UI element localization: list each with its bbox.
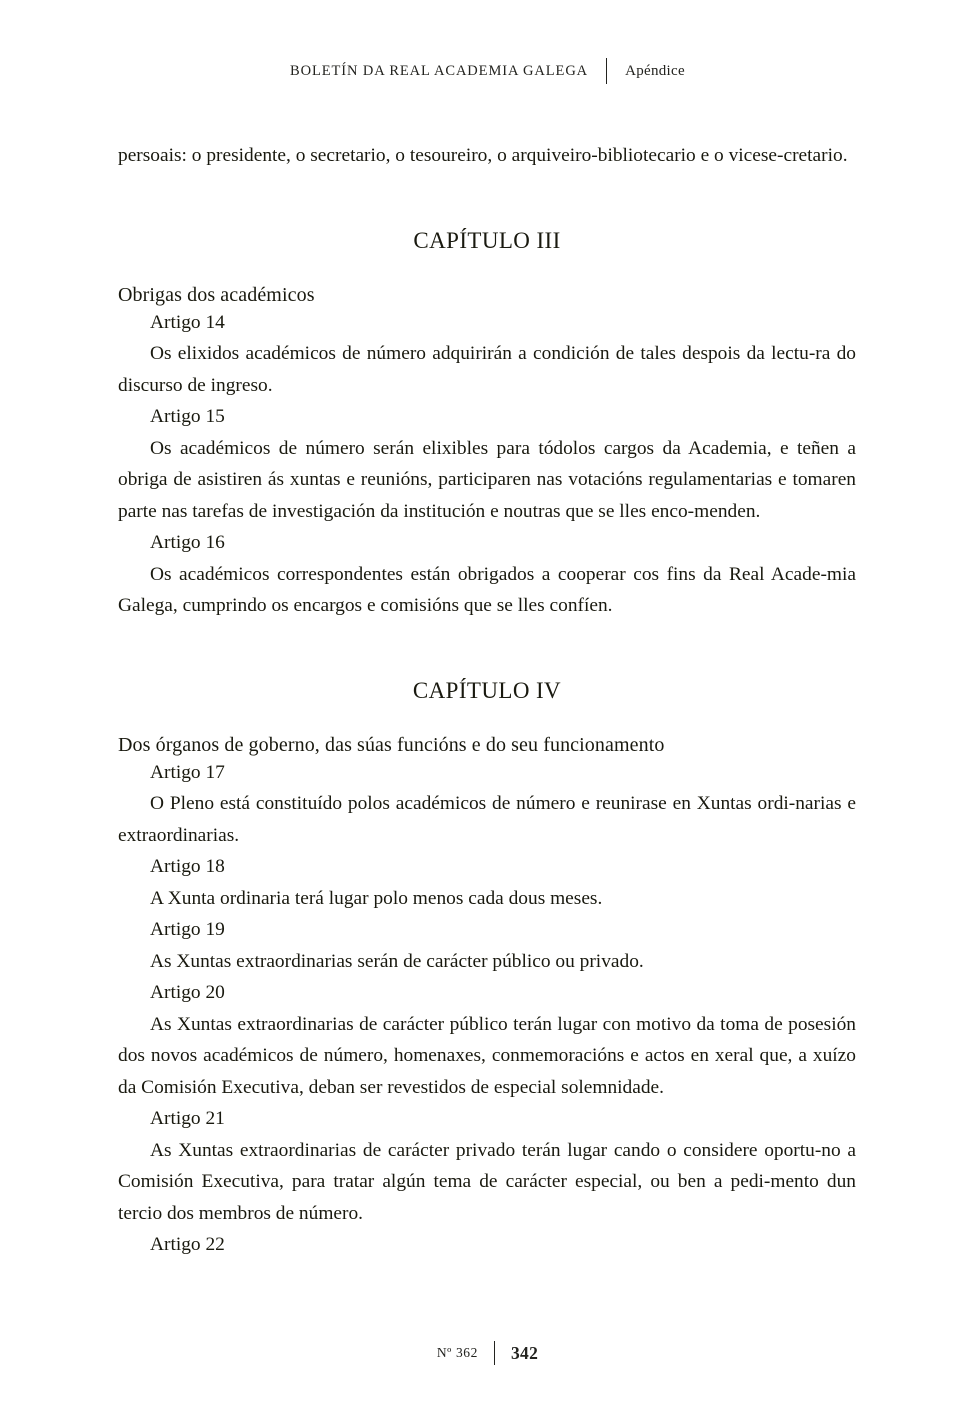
article-text: As Xuntas extraordinarias serán de carácter público ou privado.: [150, 950, 644, 972]
article-label: Artigo 15: [150, 406, 225, 427]
footer-issue-number: Nº 362: [436, 1345, 478, 1360]
page-content: [118, 140, 856, 1261]
running-head-divider: [606, 58, 607, 84]
continued-paragraph: persoais: o presidente, o secretario, o tesoureiro, o arquiveiro-bibliotecario e o vicese-cretario.: [118, 145, 848, 166]
spacer: [118, 704, 856, 734]
chapter-4-heading: CAPÍTULO IV: [412, 677, 562, 703]
article-label: Artigo 16: [150, 532, 225, 553]
chapter-4-subheading: Dos órganos de goberno, das súas funcións e do seu funcionamento: [118, 733, 665, 756]
chapter-3-heading: CAPÍTULO III: [413, 227, 561, 253]
article-label: Artigo 18: [150, 856, 225, 877]
article-label: Artigo 19: [150, 919, 225, 940]
article-text: A Xunta ordinaria terá lugar polo menos cada dous meses.: [150, 887, 603, 909]
chapter-3-subheading: Obrigas dos académicos: [118, 283, 315, 306]
footer-page-number: 342: [511, 1342, 539, 1363]
article-label: Artigo 20: [150, 982, 225, 1003]
footer-divider: [494, 1341, 495, 1365]
page-footer: [0, 1341, 975, 1365]
article-text: Os académicos correspondentes están obrigados a cooperar cos fins da Real Acade-mia Galega, cumprindo os encargos e comisións que se lles confíen.: [118, 563, 856, 616]
article-text: O Pleno está constituído polos académicos de número e reunirase en Xuntas ordi-narias e extraordinarias.: [118, 793, 856, 846]
article-text: Os elixidos académicos de número adquirirán a condición de tales despois da lectu-ra do discurso de ingreso.: [118, 343, 856, 396]
running-head-journal-title: BOLETÍN DA REAL ACADEMIA GALEGA: [290, 62, 589, 79]
spacer: [118, 622, 856, 678]
article-label: Artigo 14: [150, 311, 225, 333]
spacer: [118, 172, 856, 228]
article-label: Artigo 21: [150, 1108, 225, 1129]
spacer: [118, 254, 856, 284]
running-head-section: Apéndice: [625, 62, 685, 79]
article-text: As Xuntas extraordinarias de carácter privado terán lugar cando o considere oportu-no a Comisión Executiva, para tratar algún tema de carácter especial, ou ben a pedi-mento dun tercio dos membros de número.: [118, 1139, 856, 1224]
article-text: Os académicos de número serán elixibles para tódolos cargos da Academia, e teñen a obriga de asistiren ás xuntas e reunións, participaren nas votacións regulamentarias e tomaren parte nas tarefas de investigación da institución e noutras que se lles enco-menden.: [118, 437, 856, 522]
running-head: [0, 58, 975, 84]
article-label: Artigo 17: [150, 761, 225, 783]
article-text: As Xuntas extraordinarias de carácter público terán lugar con motivo da toma de posesión dos novos académicos de número, homenaxes, conmemoracións e actos en xeral que, a xuízo da Comisión Executiva, deban ser revestidos de especial solemnidade.: [118, 1013, 856, 1098]
article-label: Artigo 22: [150, 1234, 225, 1255]
